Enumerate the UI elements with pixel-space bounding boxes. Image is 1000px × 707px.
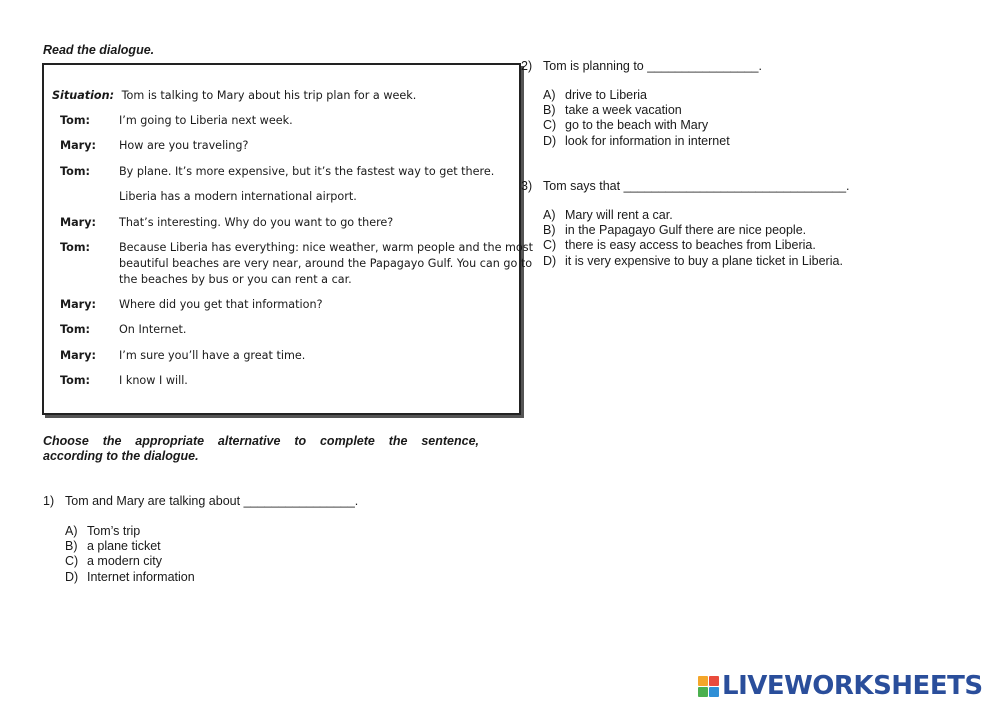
option-text: Internet information	[87, 569, 195, 584]
option-item[interactable]	[543, 238, 843, 253]
option-letter: D)	[65, 569, 79, 584]
question-3-options	[543, 208, 843, 269]
option-letter: A)	[65, 524, 78, 538]
dialogue-line: I know I will.	[119, 374, 188, 387]
option-letter: D)	[543, 253, 557, 268]
situation-text: Tom is talking to Mary about his trip plan for a week.	[121, 89, 417, 102]
option-text: a modern city	[87, 554, 163, 569]
option-text: drive to Liberia	[565, 88, 647, 102]
option-text: a plane ticket	[87, 539, 161, 554]
question-number: 2)	[521, 59, 533, 73]
option-item[interactable]	[65, 539, 195, 554]
option-text: it is very expensive to buy a plane ticket in Liberia.	[565, 253, 843, 268]
logo-text: LIVEWORKSHEETS	[722, 671, 983, 701]
dialogue-speaker: Mary:	[60, 298, 96, 311]
option-letter: B)	[65, 539, 78, 554]
question-number: 1)	[43, 494, 55, 508]
option-letter: D)	[543, 133, 557, 148]
question-text: Tom is planning to ________________.	[543, 59, 762, 73]
dialogue-speaker: Tom:	[60, 165, 90, 178]
option-item[interactable]	[543, 103, 730, 118]
option-item[interactable]	[65, 524, 195, 539]
instructions-line: Choose the appropriate alternative to complete the sentence,	[43, 434, 479, 448]
option-text: go to the beach with Mary	[565, 118, 709, 133]
dialogue-line: How are you traveling?	[119, 139, 249, 152]
option-item[interactable]	[543, 118, 730, 133]
dialogue-speaker: Mary:	[60, 216, 96, 229]
situation-line	[52, 89, 416, 102]
dialogue-speaker: Tom:	[60, 241, 90, 254]
instructions	[43, 434, 479, 464]
dialogue-line: Because Liberia has everything: nice weather, warm people and the most	[119, 241, 533, 254]
option-item[interactable]	[65, 554, 195, 569]
logo-tile	[709, 687, 719, 697]
dialogue-line: the beaches by bus or you can rent a car.	[119, 273, 352, 286]
dialogue-speaker: Tom:	[60, 114, 90, 127]
option-item[interactable]	[543, 134, 730, 149]
dialogue-line: Liberia has a modern international airport.	[119, 190, 357, 203]
question-2	[521, 59, 762, 73]
option-item[interactable]	[543, 208, 843, 223]
dialogue-speaker: Mary:	[60, 349, 96, 362]
option-text: take a week vacation	[565, 103, 682, 118]
question-3	[521, 179, 850, 193]
option-letter: C)	[65, 554, 79, 569]
dialogue-speaker: Tom:	[60, 323, 90, 336]
option-item[interactable]	[543, 254, 843, 269]
option-letter: B)	[543, 103, 556, 118]
dialogue-line: Where did you get that information?	[119, 298, 323, 311]
question-text: Tom says that ________________________________.	[543, 179, 850, 193]
option-letter: C)	[543, 238, 557, 253]
option-text: Mary will rent a car.	[565, 208, 673, 222]
dialogue-box	[42, 63, 533, 415]
question-1	[43, 494, 358, 508]
logo-mark-icon	[698, 676, 719, 697]
option-item[interactable]	[65, 570, 195, 585]
situation-label: Situation:	[52, 89, 115, 102]
dialogue-line: beautiful beaches are very near, around the Papagayo Gulf. You can go to	[119, 257, 533, 270]
option-item[interactable]	[543, 223, 843, 238]
option-letter: B)	[543, 223, 556, 238]
option-item[interactable]	[543, 88, 730, 103]
dialogue-line: I’m sure you’ll have a great time.	[119, 349, 306, 362]
option-letter: A)	[543, 208, 556, 222]
question-text: Tom and Mary are talking about ________________.	[65, 494, 359, 508]
question-number: 3)	[521, 179, 533, 193]
option-text: there is easy access to beaches from Liberia.	[565, 238, 816, 253]
instructions-line: according to the dialogue.	[43, 449, 199, 463]
dialogue-speaker: Tom:	[60, 374, 90, 387]
liveworksheets-logo	[698, 672, 983, 700]
dialogue-line: By plane. It’s more expensive, but it’s the fastest way to get there.	[119, 165, 495, 178]
option-letter: A)	[543, 88, 556, 102]
dialogue-line: That’s interesting. Why do you want to go there?	[119, 216, 394, 229]
option-text: in the Papagayo Gulf there are nice people.	[565, 223, 807, 238]
dialogue-speaker: Mary:	[60, 139, 96, 152]
option-text: Tom’s trip	[87, 524, 141, 538]
dialogue-line: I’m going to Liberia next week.	[119, 114, 293, 127]
logo-tile	[709, 676, 719, 686]
question-2-options	[543, 88, 730, 149]
read-dialogue-heading: Read the dialogue.	[43, 43, 155, 57]
option-letter: C)	[543, 118, 557, 133]
dialogue-line: On Internet.	[119, 323, 187, 336]
logo-tile	[698, 676, 708, 686]
option-text: look for information in internet	[565, 133, 730, 148]
logo-tile	[698, 687, 708, 697]
question-1-options	[65, 524, 195, 585]
